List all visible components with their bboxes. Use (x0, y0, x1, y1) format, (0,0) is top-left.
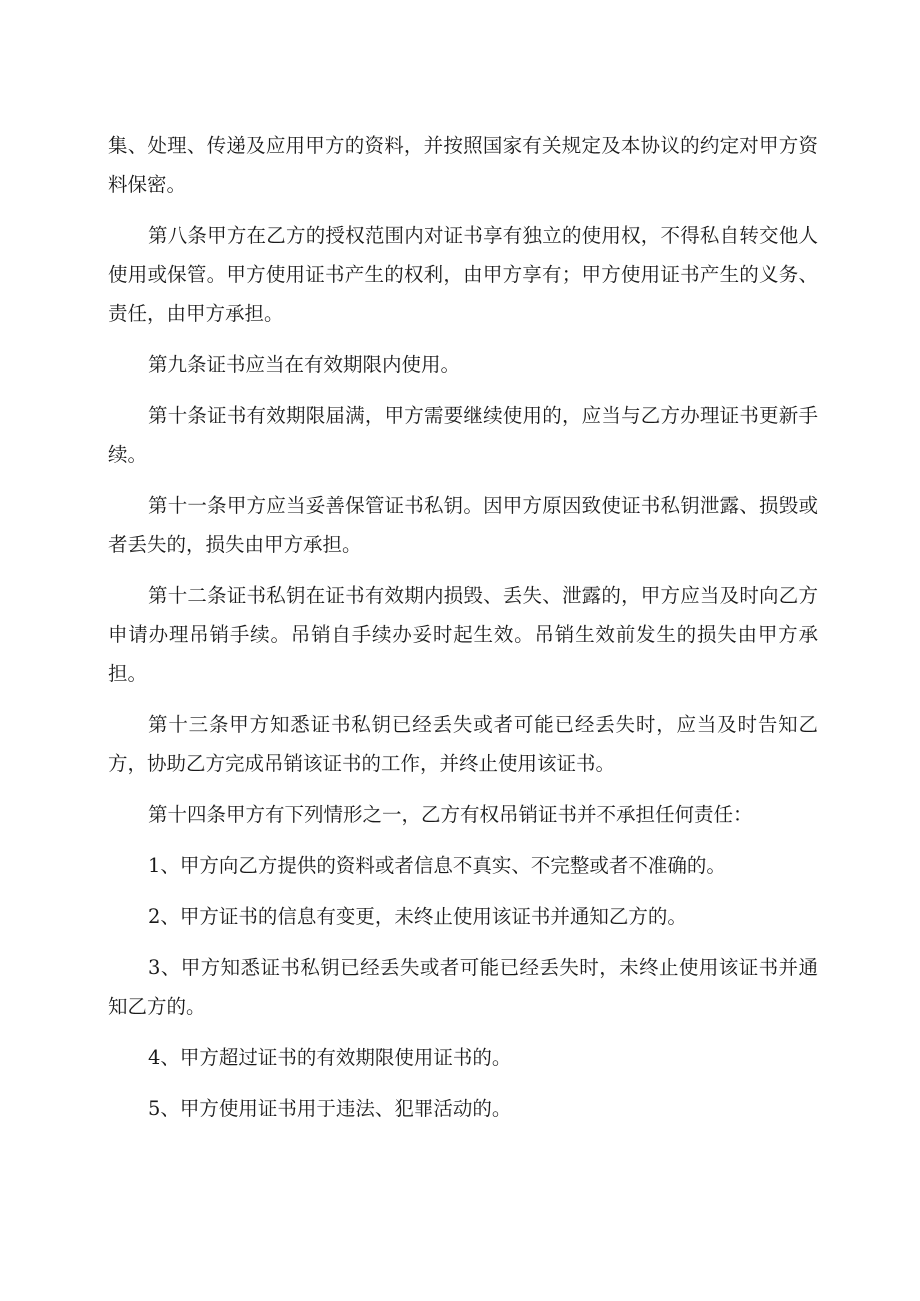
paragraph-article-10: 第十条证书有效期限届满，甲方需要继续使用的，应当与乙方办理证书更新手续。 (108, 404, 818, 466)
list-item-4: 4、甲方超过证书的有效期限使用证书的。 (148, 1046, 512, 1069)
paragraph-continuation: 集、处理、传递及应用甲方的资料，并按照国家有关规定及本协议的约定对甲方资料保密。 (108, 134, 818, 196)
paragraph-article-12: 第十二条证书私钥在证书有效期内损毁、丢失、泄露的，甲方应当及时向乙方申请办理吊销手续。吊销自手续办妥时起生效。吊销生效前发生的损失由甲方承担。 (108, 584, 818, 685)
paragraph-article-9: 第九条证书应当在有效期限内使用。 (148, 353, 461, 376)
paragraph-article-13: 第十三条甲方知悉证书私钥已经丢失或者可能已经丢失时，应当及时告知乙方，协助乙方完成吊销该证书的工作，并终止使用该证书。 (108, 713, 818, 775)
list-item-3: 3、甲方知悉证书私钥已经丢失或者可能已经丢失时，未终止使用该证书并通知乙方的。 (108, 956, 818, 1018)
paragraph-article-11: 第十一条甲方应当妥善保管证书私钥。因甲方原因致使证书私钥泄露、损毁或者丢失的，损失由甲方承担。 (108, 494, 818, 556)
paragraph-article-14: 第十四条甲方有下列情形之一，乙方有权吊销证书并不承担任何责任： (148, 803, 753, 826)
list-item-2: 2、甲方证书的信息有变更，未终止使用该证书并通知乙方的。 (148, 905, 687, 928)
document-body (108, 126, 818, 1140)
list-item-5: 5、甲方使用证书用于违法、犯罪活动的。 (148, 1097, 512, 1120)
paragraph-article-8: 第八条甲方在乙方的授权范围内对证书享有独立的使用权，不得私自转交他人使用或保管。甲方使用证书产生的权利，由甲方享有；甲方使用证书产生的义务、责任，由甲方承担。 (108, 224, 818, 325)
list-item-1: 1、甲方向乙方提供的资料或者信息不真实、不完整或者不准确的。 (148, 854, 726, 877)
